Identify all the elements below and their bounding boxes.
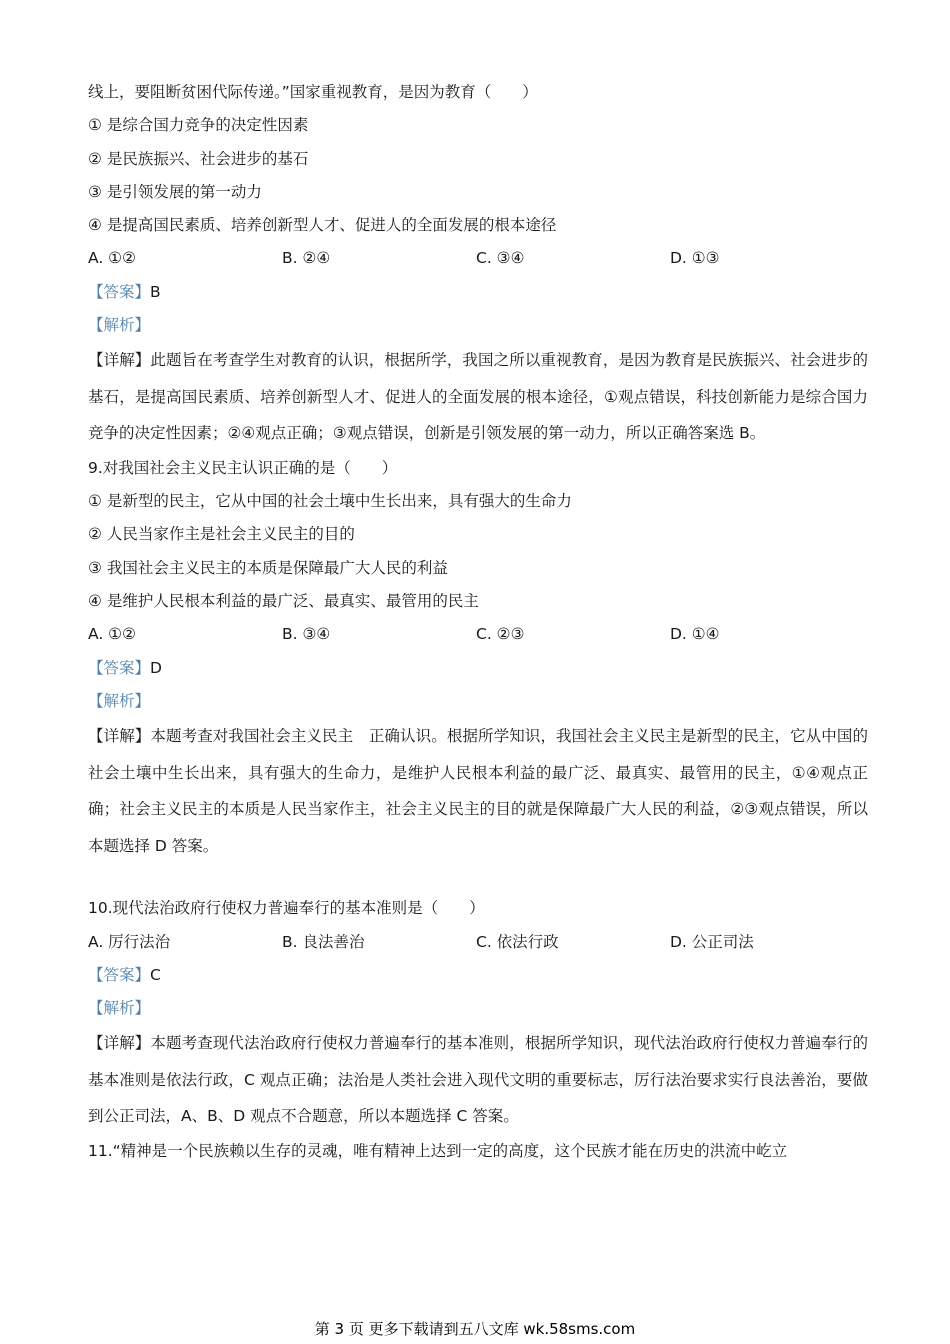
q9-detail (88, 718, 868, 864)
q9-option-a: A. ①② (88, 625, 136, 644)
q9-item-1: ① 是新型的民主，它从中国的社会土壤中生长出来，具有强大的生命力 (88, 492, 572, 511)
q11-stem: 11.“精神是一个民族赖以生存的灵魂，唯有精神上达到一定的高度，这个民族才能在历史的洪流中屹立 (88, 1141, 788, 1160)
q9-item-4: ④ 是维护人民根本利益的最广泛、最真实、最管用的民主 (88, 592, 479, 611)
answer-value: B (150, 282, 161, 301)
detail-label: 【详解】 (88, 1034, 151, 1053)
q8-detail (88, 342, 868, 452)
q10-options (88, 926, 868, 959)
document-page (88, 76, 868, 1168)
detail-label: 【详解】 (88, 727, 151, 746)
q9-item-3: ③ 我国社会主义民主的本质是保障最广大人民的利益 (88, 558, 448, 577)
q10-stem: 10.现代法治政府行使权力普遍奉行的基本准则是（ ） (88, 899, 485, 918)
page-footer: 第 3 页 更多下载请到五八文库 wk.58sms.com (314, 1320, 636, 1338)
q9-option-b: B. ③④ (282, 625, 331, 644)
q10-analysis-label: 【解析】 (88, 999, 151, 1018)
q8-item-3: ③ 是引领发展的第一动力 (88, 182, 262, 201)
q10-option-d: D. 公正司法 (670, 932, 754, 951)
q10-option-a: A. 厉行法治 (88, 932, 171, 951)
q9-option-c: C. ②③ (476, 625, 525, 644)
q9-options (88, 618, 868, 651)
q8-options (88, 242, 868, 275)
q8-item-4: ④ 是提高国民素质、培养创新型人才、促进人的全面发展的根本途径 (88, 216, 557, 235)
q8-answer (88, 276, 868, 309)
q10-option-b: B. 良法善治 (282, 932, 365, 951)
q8-stem-tail: 线上，要阻断贫困代际传递。”国家重视教育，是因为教育（ ） (88, 83, 538, 101)
spacer (88, 864, 868, 892)
answer-label: 【答案】 (88, 965, 151, 984)
detail-text: 此题旨在考查学生对教育的认识，根据所学，我国之所以重视教育，是因为教育是民族振兴、社会进步的基石，是提高国民素质、培养创新型人才、促进人的全面发展的根本途径，①观点错误，科技创新能力是综合国力竞争的决定性因素；②④观点正确；③观点错误，创新是引领发展的第一动力，所以正确答案选 B。 (88, 351, 868, 443)
q8-item-2: ② 是民族振兴、社会进步的基石 (88, 149, 309, 168)
detail-text: 本题考查对我国社会主义民主 正确认识。根据所学知识，我国社会主义民主是新型的民主，它从中国的社会土壤中生长出来，具有强大的生命力，是维护人民根本利益的最广泛、最真实、最管用的民主，①④观点正确；社会主义民主的本质是人民当家作主，社会主义民主的目的就是保障最广大人民的利益，②③观点错误，所以本题选择 D 答案。 (88, 727, 868, 855)
answer-label: 【答案】 (88, 658, 151, 677)
q9-analysis-label: 【解析】 (88, 691, 151, 710)
answer-label: 【答案】 (88, 282, 151, 301)
q9-answer (88, 652, 868, 685)
answer-value: C (150, 965, 161, 984)
q9-option-d: D. ①④ (670, 625, 720, 644)
q9-item-2: ② 人民当家作主是社会主义民主的目的 (88, 525, 355, 544)
q8-option-c: C. ③④ (476, 249, 525, 268)
q8-option-b: B. ②④ (282, 249, 331, 268)
q8-option-a: A. ①② (88, 249, 136, 268)
q10-option-c: C. 依法行政 (476, 932, 559, 951)
q8-option-d: D. ①③ (670, 249, 720, 268)
q10-answer (88, 959, 868, 992)
q8-item-1: ① 是综合国力竞争的决定性因素 (88, 116, 309, 135)
q9-stem: 9.对我国社会主义民主认识正确的是（ ） (88, 458, 398, 477)
q8-analysis-label: 【解析】 (88, 316, 151, 335)
detail-label: 【详解】 (88, 351, 151, 370)
q10-detail (88, 1025, 868, 1135)
answer-value: D (150, 658, 162, 677)
detail-text: 本题考查现代法治政府行使权力普遍奉行的基本准则，根据所学知识，现代法治政府行使权力普遍奉行的基本准则是依法行政，C 观点正确；法治是人类社会进入现代文明的重要标志，厉行法治要求实行良法善治，要做到公正司法，A、B、D 观点不合题意，所以本题选择 C 答案。 (88, 1034, 868, 1126)
